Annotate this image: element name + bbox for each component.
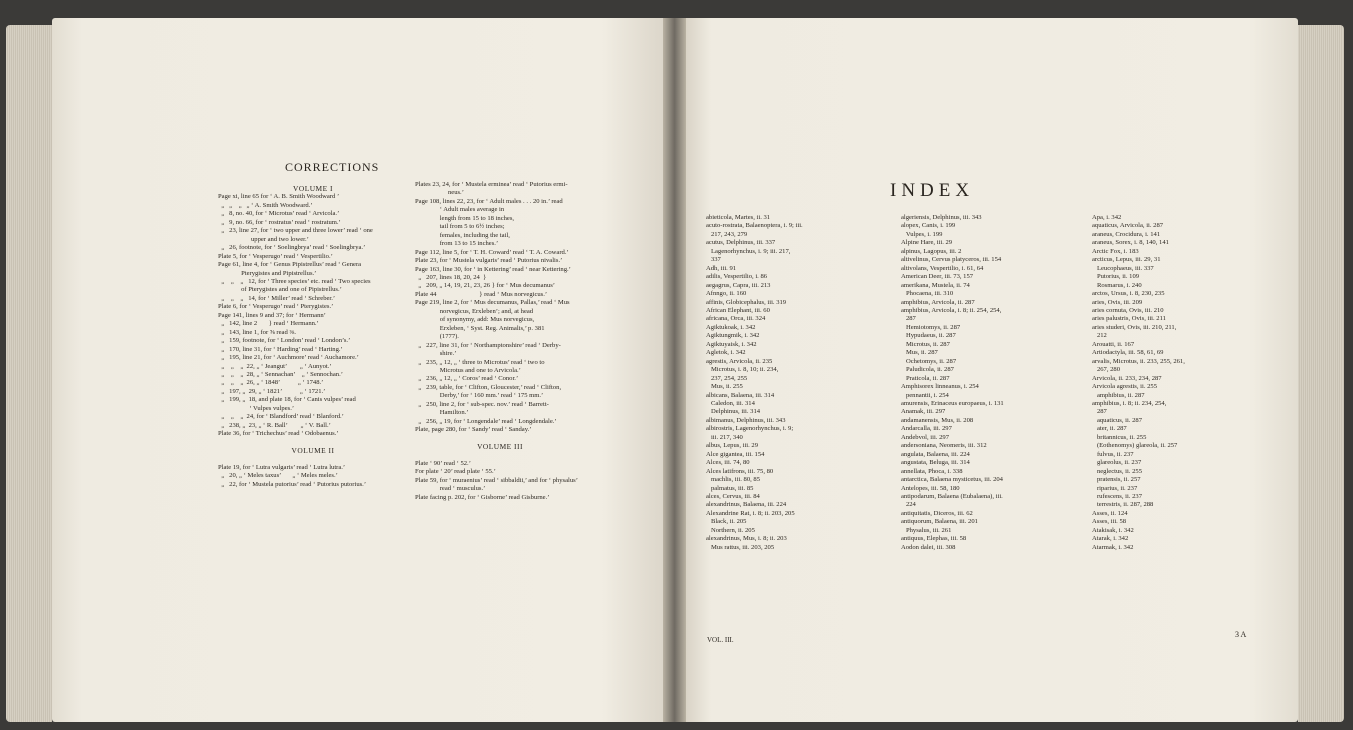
correction-line: For plate ‘ 20’ read plate ‘ 55.’ <box>415 468 496 476</box>
index-entry: antiquus, Elephas, iii. 58 <box>901 535 967 543</box>
correction-line: Pterygistes and Pipistrellus.’ <box>218 269 317 277</box>
correction-line: „ 26, footnote, for ‘ Soelingbrya’ read ‘ Soelingbrya.’ <box>218 244 366 252</box>
correction-line: Erxleben, ‘ Syst. Reg. Animalis,’ p. 381 <box>415 324 545 332</box>
index-entry: acutus, Delphinus, iii. 337 <box>706 239 776 247</box>
index-entry: araneus, Sorex, i. 8, 140, 141 <box>1092 239 1169 247</box>
corrections-column-2 <box>415 181 585 502</box>
index-entry: arvalis, Microtus, ii. 233, 255, 261, <box>1092 357 1185 365</box>
signature-mark: 3 A <box>1235 630 1247 639</box>
right-page-edges <box>1298 25 1344 722</box>
index-entry: Adh, iii. 91 <box>706 264 737 272</box>
index-entry: Delphinus, iii. 314 <box>706 408 761 416</box>
correction-line: shire.’ <box>415 350 457 358</box>
index-entry: American Deer, iii. 73, 157 <box>901 273 974 281</box>
correction-line: Page 219, line 2, for ‘ Mus decumanus, Pallas,’ read ‘ Mus <box>415 299 570 307</box>
correction-line: „ 197, „ 29, „ ‘ 1821’ „ ‘ 1721.’ <box>218 387 326 395</box>
index-entry: albus, Lepus, iii. 29 <box>706 442 759 450</box>
index-entry: arcticus, Lepus, iii. 29, 31 <box>1092 256 1161 264</box>
index-entry: antarctica, Balaena mysticetus, iii. 204 <box>901 476 1003 484</box>
index-entry: 212 <box>1092 332 1107 340</box>
index-entry: Atakisak, i. 342 <box>1092 526 1134 534</box>
index-entry: aries, Ovis, iii. 209 <box>1092 298 1143 306</box>
index-entry: altivolans, Vespertilio, i. 61, 64 <box>901 264 984 272</box>
index-entry: Ochetomys, ii. 287 <box>901 357 957 365</box>
correction-line: „ 142, line 2 } read ‘ Hermann.’ <box>218 320 319 328</box>
index-entry: Praticola, ii. 287 <box>901 374 950 382</box>
index-entry: annellata, Phoca, i. 338 <box>901 467 963 475</box>
index-entry: Arctic Fox, i. 183 <box>1092 247 1139 255</box>
index-entry: britannicus, ii. 255 <box>1092 433 1147 441</box>
index-entry: rufescens, ii. 237 <box>1092 492 1142 500</box>
corrections-column-1 <box>218 185 408 489</box>
correction-line: „ 239, table, for ‘ Clifton, Gloucester,’ read ‘ Clifton, <box>415 383 562 391</box>
index-entry: albirostris, Lagenorhynchus, i. 9; <box>706 425 794 433</box>
index-entry: aries studeri, Ovis, iii. 210, 211, <box>1092 323 1177 331</box>
index-entry: amurensis, Erinaceus europaeus, i. 131 <box>901 399 1004 407</box>
correction-line: Plate 36, for ‘ Trichechus’ read ‘ Odobaenus.’ <box>218 430 339 438</box>
correction-line: of synonymy, add: Mus norvegicus, <box>415 316 535 324</box>
index-entry: Putorius, ii. 109 <box>1092 273 1140 281</box>
correction-line: females, including the tail, <box>415 231 510 239</box>
index-entry: alces, Cervus, iii. 84 <box>706 492 760 500</box>
correction-line: Hamilton.’ <box>415 409 469 417</box>
correction-line: Page 108, lines 22, 23, for ‘ Adult males . . . 20 in.’ read <box>415 197 563 205</box>
index-entry: Amphisorex linneanus, i. 254 <box>901 383 979 391</box>
index-entry: Paludicola, ii. 287 <box>901 366 954 374</box>
index-entry: Arvicola agrestis, ii. 255 <box>1092 383 1158 391</box>
index-entry: araneus, Crocidura, i. 141 <box>1092 230 1161 238</box>
index-entry: africana, Orca, iii. 324 <box>706 315 766 323</box>
index-entry: Aodon dalei, iii. 308 <box>901 543 956 551</box>
index-column-2 <box>901 214 1091 552</box>
correction-line: Page 61, line 4, for ‘ Genus Pipistrellus’ read ‘ Genera <box>218 261 362 269</box>
correction-line <box>415 452 585 460</box>
correction-line: Plate 23, for ‘ Mustela vulgaris’ read ‘ Putorius nivalis.’ <box>415 257 563 265</box>
index-entry: Afnngo, ii. 160 <box>706 290 747 298</box>
correction-line: „ 170, line 31, for ‘ Harding’ read ‘ Harting.’ <box>218 345 343 353</box>
index-entry: alopex, Canis, i. 199 <box>901 222 956 230</box>
index-entry: Phocaena, iii. 310 <box>901 290 954 298</box>
correction-line: „ „ „ „ ‘ A. Smith Woodward.’ <box>218 201 313 209</box>
index-entry: Asses, iii. 58 <box>1092 518 1127 526</box>
correction-line: „ 143, line 1, for ⅝ read ⅜. <box>218 328 297 336</box>
correction-line: length from 15 to 18 inches, <box>415 214 515 222</box>
index-column-3 <box>1092 214 1262 552</box>
index-entry: amphibius, Arvicola, i. 8; ii. 254, 254, <box>901 306 1002 314</box>
corrections-heading: CORRECTIONS <box>285 160 380 174</box>
index-entry: Black, ii. 205 <box>706 518 747 526</box>
index-entry: Artiodactyla, iii. 58, 61, 69 <box>1092 349 1164 357</box>
index-entry: Alce gigantea, iii. 154 <box>706 450 765 458</box>
correction-line: Plate, page 280, for ‘ Sandy’ read ‘ Sanday.’ <box>415 426 532 434</box>
correction-line: „ 8, no. 40, for ‘ Microtus’ read ‘ Arvicola.’ <box>218 210 340 218</box>
index-entry: angustata, Beluga, iii. 314 <box>901 459 970 467</box>
index-entry: Leucophaeus, iii. 337 <box>1092 264 1154 272</box>
index-entry: (Eothenomys) glareola, ii. 257 <box>1092 442 1178 450</box>
index-entry: antiquitatis, Diceros, iii. 62 <box>901 509 973 517</box>
correction-line: of Pterygistes and one of Pipistrellus.’ <box>218 286 342 294</box>
index-entry: Microtus, i. 8, 10; ii. 234, <box>706 366 779 374</box>
index-entry: acuto-rostrata, Balaenoptera, i. 9; iii. <box>706 222 803 230</box>
index-entry: Hypudaeus, ii. 287 <box>901 332 956 340</box>
index-heading: INDEX <box>890 180 975 201</box>
index-entry: Agiktuyaisk, i. 342 <box>706 340 757 348</box>
index-entry: Agletok, i. 342 <box>706 349 746 357</box>
index-entry: African Elephant, iii. 60 <box>706 306 770 314</box>
correction-line: tail from 5 to 6½ inches; <box>415 223 505 231</box>
index-entry: Agiktungmik, i. 342 <box>706 332 760 340</box>
index-entry: Agiktukoak, i. 342 <box>706 323 756 331</box>
correction-line: „ „ „ 14, for ‘ Miller’ read ‘ Schreber.’ <box>218 294 336 302</box>
index-entry: Andebvol, iii. 297 <box>901 433 949 441</box>
index-entry: adilis, Vespertilio, i. 86 <box>706 273 768 281</box>
index-entry: 224 <box>901 501 916 509</box>
correction-line: „ 23, line 27, for ‘ two upper and three lower’ read ‘ one <box>218 227 373 235</box>
index-entry: amerikana, Mustela, ii. 74 <box>901 281 970 289</box>
index-entry: Asses, ii. 124 <box>1092 509 1128 517</box>
correction-line: „ 9, no. 66, for ‘ rostratus’ read ‘ rostratum.’ <box>218 218 341 226</box>
correction-line: „ „ „ 12, for ‘ Three species’ etc. read ‘ Two species <box>218 277 371 285</box>
index-entry: Lagenorhynchus, i. 9; iii. 217, <box>706 247 791 255</box>
index-entry: amphibius, ii. 287 <box>1092 391 1145 399</box>
index-entry: abieticola, Martes, ii. 31 <box>706 214 771 221</box>
index-entry: albimanus, Delphinus, iii. 343 <box>706 416 786 424</box>
index-entry: 217, 243, 279 <box>706 230 748 238</box>
correction-line: norvegicus, Erxleben’; and, at head <box>415 307 534 315</box>
index-entry: alpinus, Lagopus, iii. 2 <box>901 247 962 255</box>
correction-line: Plate 5, for ‘ Vesperugo’ read ‘ Vespertilio.’ <box>218 252 333 260</box>
index-entry: Andarcalla, iii. 297 <box>901 425 952 433</box>
index-entry: algeriensis, Delphinus, iii. 343 <box>901 214 982 221</box>
index-entry: Atarmak, i. 342 <box>1092 543 1134 551</box>
correction-line: Plate 59, for ‘ muraenius’ read ‘ sibbaldii,’ and for ‘ physalus’ <box>415 476 578 484</box>
correction-line: ‘ Adult males average in <box>415 206 505 214</box>
correction-line <box>218 456 408 464</box>
correction-line: „ „ „ 24, for ‘ Blandford’ read ‘ Blanford.’ <box>218 413 344 421</box>
correction-line: from 13 to 15 inches.’ <box>415 240 499 248</box>
index-entry: affinis, Globicephalus, iii. 319 <box>706 298 787 306</box>
index-entry: Mus rattus, iii. 203, 205 <box>706 543 775 551</box>
index-entry: 237, 254, 255 <box>706 374 748 382</box>
correction-line: „ 238, „ 23, „ ‘ R. Ball’ „ ‘ V. Ball.’ <box>218 421 331 429</box>
index-entry: Alces latifrons, iii. 75, 80 <box>706 467 774 475</box>
volume-heading: VOLUME III <box>477 442 523 452</box>
correction-line: Plate 19, for ‘ Lutra vulgaris’ read ‘ Lutra lutra.’ <box>218 463 346 471</box>
index-entry: Mus, ii. 255 <box>706 383 743 391</box>
book-gutter <box>663 18 686 722</box>
index-entry: fulvus, ii. 237 <box>1092 450 1134 458</box>
index-entry: Vulpes, i. 199 <box>901 230 943 238</box>
index-entry: Mus, ii. 287 <box>901 349 938 357</box>
index-entry: Alpine Hare, iii. 29 <box>901 239 953 247</box>
index-entry: pratensis, ii. 257 <box>1092 476 1141 484</box>
index-entry: alexandrinus, Mus, i. 8; ii. 203 <box>706 535 787 543</box>
index-entry: 267, 280 <box>1092 366 1121 374</box>
index-entry: Physalus, iii. 261 <box>901 526 952 534</box>
index-entry: Antelopes, iii. 58, 180 <box>901 484 960 492</box>
correction-line: „ 159, footnote, for ‘ London’ read ‘ London’s.’ <box>218 337 351 345</box>
index-entry: palmatus, iii. 85 <box>706 484 754 492</box>
correction-line: „ „ „ 26, „ ‘ 1848’ „ ‘ 1748.’ <box>218 379 324 387</box>
correction-line: „ 227, line 31, for ‘ Northamptonshire’ read ‘ Derby- <box>415 341 561 349</box>
index-entry: Microtus, ii. 287 <box>901 340 950 348</box>
index-entry: andamanensis, Mus, ii. 208 <box>901 416 974 424</box>
index-entry: glareolus, ii. 237 <box>1092 459 1142 467</box>
index-entry: aegagrus, Capra, iii. 213 <box>706 281 771 289</box>
correction-line: „ 199, „ 18, and plate 18, for ‘ Canis vulpes’ read <box>218 396 356 404</box>
correction-line: neus.’ <box>415 189 464 197</box>
index-entry: arctos, Ursus, i. 8, 230, 235 <box>1092 290 1165 298</box>
correction-line: upper and two lower.’ <box>218 235 309 243</box>
index-entry: aquaticus, Arvicola, ii. 287 <box>1092 222 1164 230</box>
volume-heading: VOLUME I <box>293 184 333 193</box>
correction-line: read ‘ musculus.’ <box>415 485 486 493</box>
index-entry: 337 <box>706 256 721 264</box>
correction-line: Plate 6, for ‘ Vesperugo’ read ‘ Pterygistes.’ <box>218 303 334 311</box>
correction-line: „ 195, line 21, for ‘ Auchmore’ read ‘ Auchamore.’ <box>218 354 359 362</box>
index-entry: antipodarum, Balaena (Eubalaena), iii. <box>901 492 1003 500</box>
correction-line: „ 256, „ 19, for ‘ Longendale’ read ‘ Longdendale.’ <box>415 417 557 425</box>
correction-line: Plate facing p. 202, for ‘ Gisborne’ read Gisburne.’ <box>415 493 550 501</box>
index-entry: riparius, ii. 237 <box>1092 484 1138 492</box>
correction-line: Derby,’ for ‘ 160 mm.’ read ‘ 175 mm.’ <box>415 392 544 400</box>
index-entry: machlis, iii. 80, 85 <box>706 476 761 484</box>
index-entry: Arouatti, ii. 167 <box>1092 340 1135 348</box>
correction-line: „ 209, „ 14, 19, 21, 23, 26 } for ‘ Mus decumanus’ <box>415 282 555 290</box>
index-entry: iii. 217, 340 <box>706 433 743 441</box>
index-entry: 287 <box>901 315 916 323</box>
index-entry: angulata, Balaena, iii. 224 <box>901 450 970 458</box>
index-entry: Northern, ii. 205 <box>706 526 755 534</box>
index-entry: alexandrinus, Balaena, iii. 224 <box>706 501 787 509</box>
correction-line: Page 112, line 5, for ‘ T. H. Coward’ read ‘ T. A. Coward.’ <box>415 248 569 256</box>
index-entry: pennantii, i. 254 <box>901 391 949 399</box>
correction-line: (1777). <box>415 333 459 341</box>
index-entry: aries palustris, Ovis, iii. 211 <box>1092 315 1166 323</box>
correction-line: „ „ „ 22, „ ‘ Jeangut’ „ ‘ Aunyot.’ <box>218 362 332 370</box>
index-column-1 <box>706 214 906 552</box>
index-entry: Anamak, iii. 297 <box>901 408 946 416</box>
index-entry: terrestris, ii. 287, 288 <box>1092 501 1154 509</box>
index-entry: Arvicola, ii. 233, 234, 287 <box>1092 374 1162 382</box>
correction-line: „ 207, lines 18, 20, 24 } <box>415 273 487 281</box>
index-entry: aries cornuta, Ovis, iii. 210 <box>1092 306 1164 314</box>
left-page-edges <box>6 25 52 722</box>
index-entry: Atarak, i. 342 <box>1092 535 1129 543</box>
index-entry: Rosmarus, i. 240 <box>1092 281 1142 289</box>
index-entry: neglectus, ii. 255 <box>1092 467 1142 475</box>
index-entry: antiquorum, Balaena, iii. 201 <box>901 518 978 526</box>
index-entry: agrestis, Arvicola, ii. 235 <box>706 357 773 365</box>
correction-line: Plates 23, 24, for ‘ Mustela erminea’ read ‘ Putorius ermi- <box>415 181 568 188</box>
volume-footer: VOL. III. <box>707 636 734 644</box>
correction-line: Page 163, line 30, for ‘ in Kettering’ read ‘ near Kettering.’ <box>415 265 571 273</box>
index-entry: altivelinus, Cervus platyceros, iii. 154 <box>901 256 1002 264</box>
index-entry: Alces, iii. 74, 80 <box>706 459 750 467</box>
correction-line: Plate ‘ 90’ read ‘ 52.’ <box>415 459 471 467</box>
correction-line: „ 20, „ ‘ Meles taxus’ „ ‘ Meles meles.’ <box>218 472 338 480</box>
correction-line: „ 235, „ 12, „ ‘ three to Microtus’ read ‘ two to <box>415 358 545 366</box>
index-entry: albicans, Balaena, iii. 314 <box>706 391 775 399</box>
correction-line: Plate 44 } read ‘ Mus norvegicus.’ <box>415 290 548 298</box>
index-entry: Caledon, iii. 314 <box>706 399 755 407</box>
index-entry: Hemiotomys, ii. 287 <box>901 323 961 331</box>
correction-line: „ 236, „ 12, „ ‘ Coros’ read ‘ Conor.’ <box>415 375 519 383</box>
correction-line: Page 141, lines 9 and 37; for ‘ Hermann’ <box>218 311 326 319</box>
correction-line: „ 22, for ‘ Mustela putorius’ read ‘ Putorius putorius.’ <box>218 480 367 488</box>
index-entry: amphibius, i. 8; ii. 234, 254, <box>1092 399 1167 407</box>
volume-heading: VOLUME II <box>291 446 335 456</box>
index-entry: aquaticus, ii. 287 <box>1092 416 1142 424</box>
index-entry: Apa, i. 342 <box>1092 214 1122 221</box>
correction-line: „ „ „ 28, „ ‘ Sennachan’ „ ‘ Sennochan.’ <box>218 370 343 378</box>
index-entry: ater, ii. 287 <box>1092 425 1127 433</box>
correction-line: „ 250, line 2, for ‘ sub-spec. nov.’ read ‘ Barrett- <box>415 400 549 408</box>
index-entry: amphibius, Arvicola, ii. 287 <box>901 298 975 306</box>
index-entry: Alexandrine Rat, i. 8; ii. 203, 205 <box>706 509 795 517</box>
index-entry: andersoniana, Neomeris, iii. 312 <box>901 442 987 450</box>
index-entry: 287 <box>1092 408 1107 416</box>
correction-line: Page xi, line 65 for ‘ A. B. Smith Woodward ’ <box>218 193 340 201</box>
correction-line: Microtus and one to Arvicola.’ <box>415 366 521 374</box>
correction-line: ‘ Vulpes vulpes.’ <box>218 404 295 412</box>
